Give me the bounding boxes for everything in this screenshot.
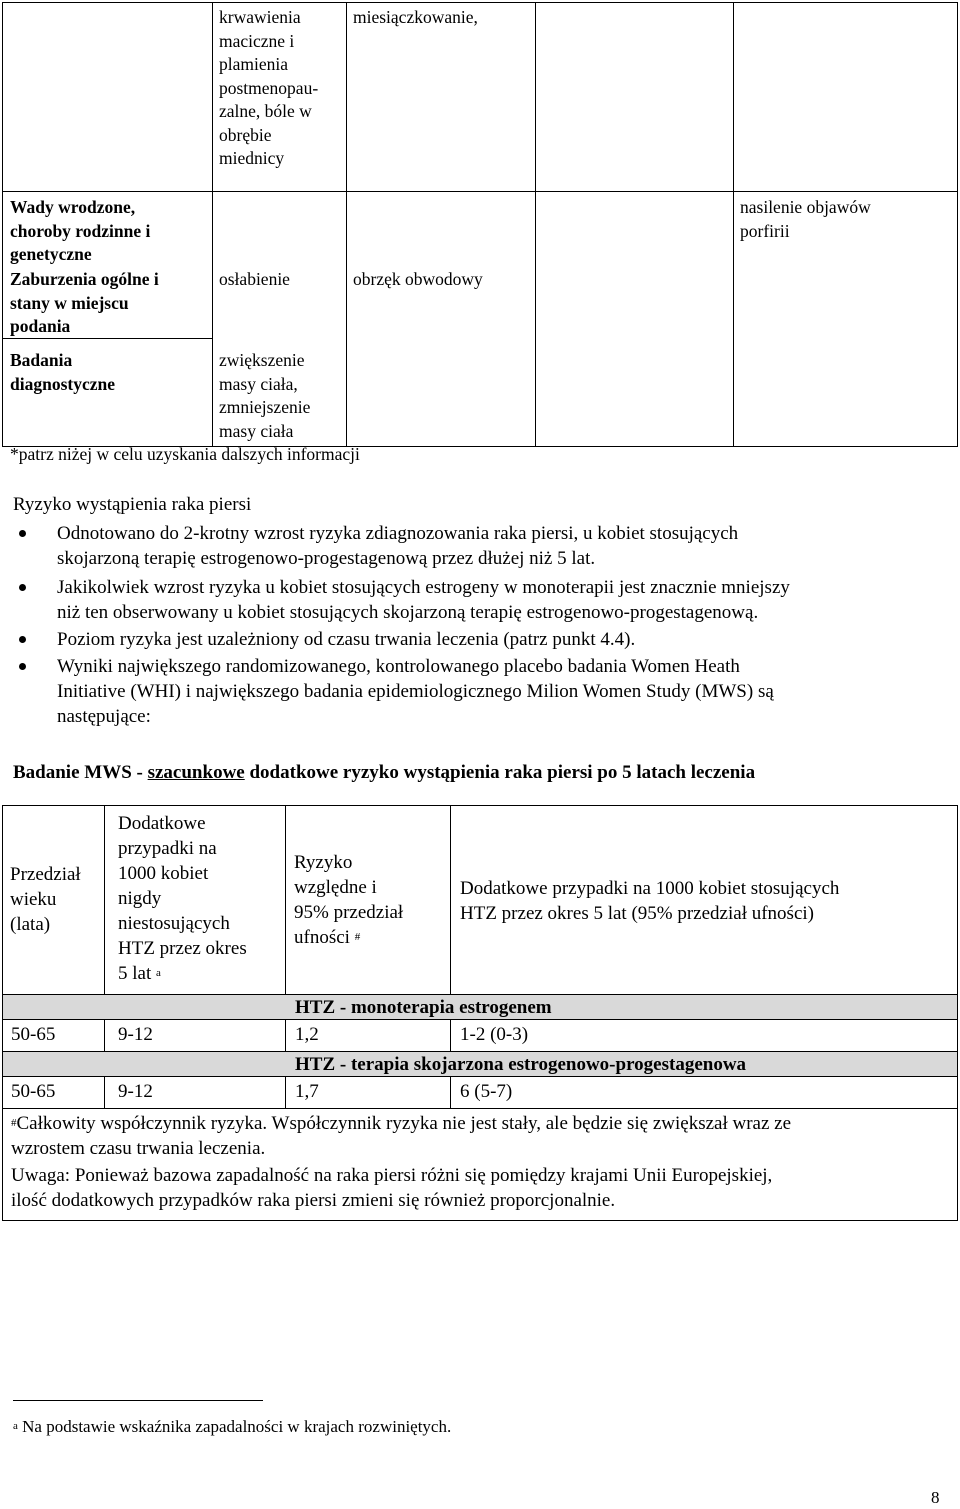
adverse-effects-table — [2, 2, 958, 467]
row1-extra-cases: 1-2 (0-3) — [460, 1024, 529, 1045]
note-eu-incidence: Uwaga: Ponieważ bazowa zapadalność na raka piersi różni się pomiędzy krajami Unii Europejskiej, ilość dodatkowych przypadków raka piersi zmieni się również proporcjonalnie. — [11, 1165, 773, 1211]
cell-porphyria: nasilenie objawów porfirii — [740, 197, 871, 241]
cell-edema: obrzęk obwodowy — [353, 269, 483, 289]
header-age-range: Przedział wieku (lata) — [10, 864, 81, 935]
row1-never-users: 9-12 — [118, 1024, 153, 1045]
row2-age: 50-65 — [11, 1081, 56, 1102]
header-cases-never-users: Dodatkowe przypadki na 1000 kobiet nigdy niestosujących HTZ przez okres 5 lat $^a$ — [118, 813, 247, 984]
label-diagnostics: Badania diagnostyczne — [10, 350, 115, 394]
cell-weakness: osłabienie — [219, 269, 290, 289]
page-number: 8 — [931, 1488, 940, 1507]
section-heading: Ryzyko wystąpienia raka piersi — [13, 494, 252, 515]
footnote-separator — [13, 1400, 263, 1401]
page-footnote: $^a$ Na podstawie wskaźnika zapadalności w krajach rozwiniętych. — [13, 1417, 452, 1436]
mws-title: Badanie MWS - szacunkowe dodatkowe ryzyko wystąpienia raka piersi po 5 latach leczenia — [13, 762, 756, 783]
label-general-disorders: Zaburzenia ogólne i stany w miejscu podania — [10, 269, 159, 336]
mws-risk-table — [2, 805, 958, 1221]
header-relative-risk: Ryzyko względne i 95% przedział ufności # — [294, 852, 404, 948]
bullet-icon — [19, 584, 26, 591]
bullet-icon — [19, 530, 26, 537]
row2-relative-risk: 1,7 — [295, 1081, 319, 1102]
table-footnote: *patrz niżej w celu uzyskania dalszych informacji — [10, 444, 360, 464]
row2-extra-cases: 6 (5-7) — [460, 1081, 513, 1102]
cell-menstruation: miesiączkowanie, — [353, 7, 478, 27]
group-estrogen-mono: HTZ - monoterapia estrogenem — [295, 997, 552, 1018]
note-total-risk: #Całkowity współczynnik ryzyka. Współczynnik ryzyka nie jest stały, ale będzie się zwiększał wraz ze wzrostem czasu trwania leczenia. — [11, 1113, 792, 1159]
row1-relative-risk: 1,2 — [295, 1024, 319, 1045]
cell-weight-change: zwiększenie masy ciała, zmniejszenie masy ciała — [219, 350, 311, 441]
bullet-icon — [19, 663, 26, 670]
cell-uterine-bleeding: krwawienia maciczne i plamienia postmenopau- zalne, bóle w obrębie miednicy — [219, 7, 319, 168]
header-extra-cases-users: Dodatkowe przypadki na 1000 kobiet stosujących HTZ przez okres 5 lat (95% przedział ufności) — [460, 878, 840, 924]
row1-age: 50-65 — [11, 1024, 56, 1045]
bullet-icon — [19, 636, 26, 643]
group-combined-therapy: HTZ - terapia skojarzona estrogenowo-progestagenowa — [295, 1054, 747, 1075]
label-congenital: Wady wrodzone, choroby rodzinne i genetyczne — [10, 197, 151, 264]
row2-never-users: 9-12 — [118, 1081, 153, 1102]
